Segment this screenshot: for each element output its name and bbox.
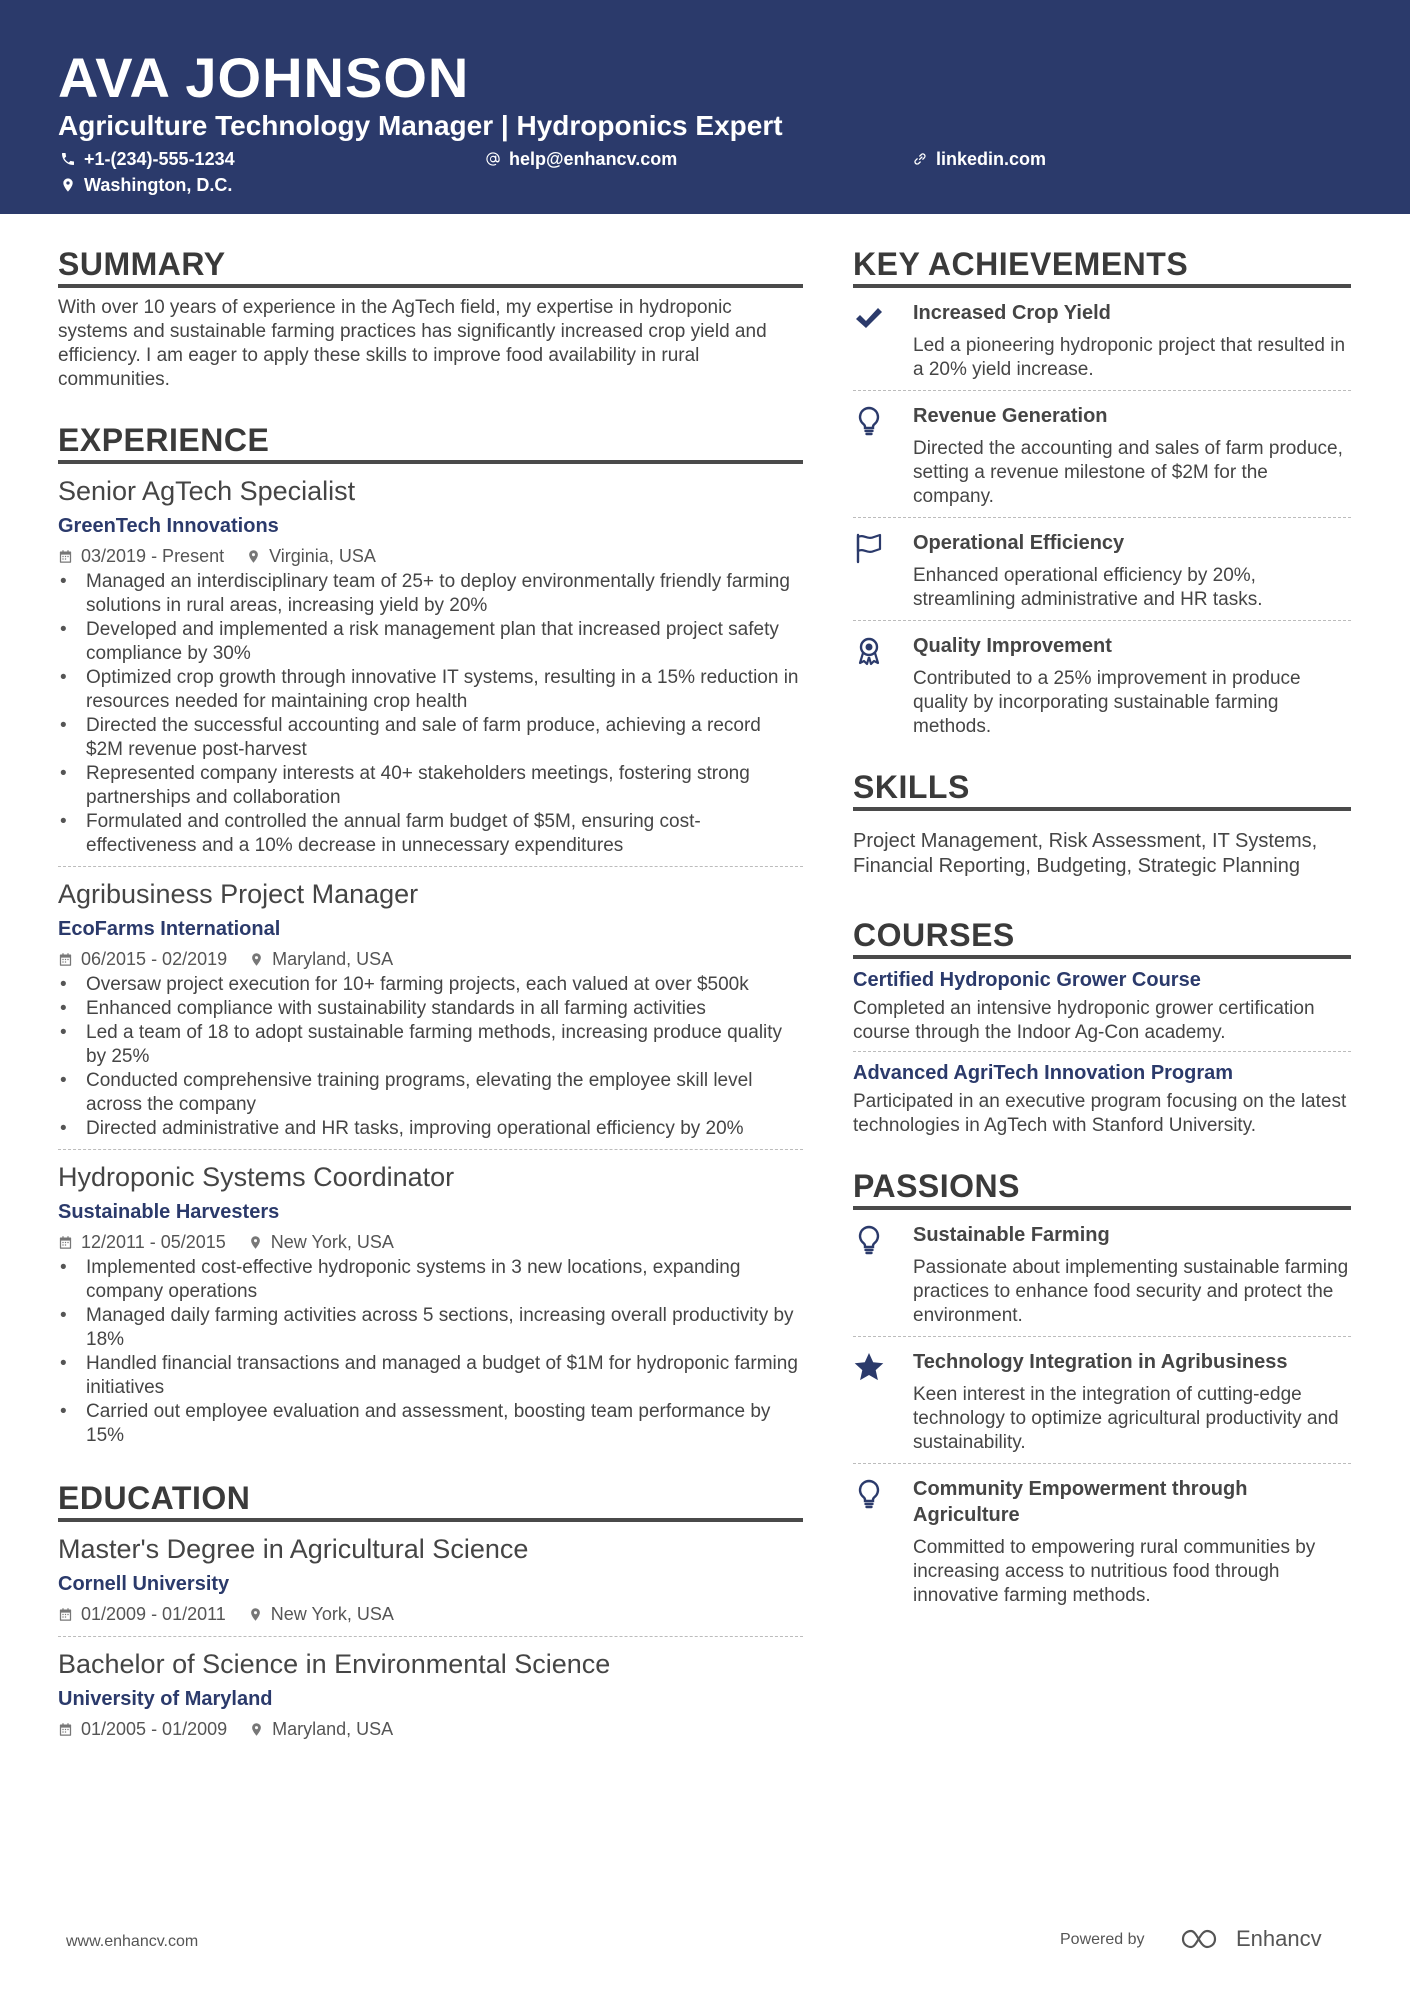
bullet-item: • Developed and implemented a risk management plan that increased project safety compliance by 30% (86, 618, 803, 666)
checkmark-icon (853, 302, 885, 334)
lightbulb-icon (853, 1224, 885, 1256)
job-meta (58, 945, 803, 973)
bullet-item: • Oversaw project execution for 10+ farming projects, each valued at over $500k (86, 973, 803, 997)
bullet-item: • Formulated and controlled the annual farm budget of $5M, ensuring cost-effectiveness and a 10% decrease in unnecessary expenditures (86, 810, 803, 858)
course-item (853, 1052, 1351, 1144)
job-entry (58, 474, 803, 867)
achievement-icon-wrap (853, 403, 913, 509)
contact-linkedin[interactable] (912, 148, 1046, 170)
location-text: Washington, D.C. (84, 175, 233, 195)
course-item (853, 959, 1351, 1052)
passion-desc: Keen interest in the integration of cutting-edge technology to optimize agricultural productivity and sustainability. (913, 1384, 1339, 1453)
job-meta (58, 542, 803, 570)
powered-by-text: Powered by (1060, 1931, 1145, 1948)
contact-phone[interactable] (60, 148, 235, 170)
achievement-title: Increased Crop Yield (913, 302, 1111, 324)
section-heading: EXPERIENCE (58, 420, 803, 464)
achievements-section (853, 244, 1351, 747)
achievement-desc: Enhanced operational efficiency by 20%, streamlining administrative and HR tasks. (913, 565, 1263, 610)
passion-title: Community Empowerment through Agriculture (913, 1478, 1248, 1526)
map-pin-icon (248, 1607, 263, 1622)
bullet-item: • Handled financial transactions and managed a budget of $1M for hydroponic farming initiatives (86, 1352, 803, 1400)
phone-text: +1-(234)-555-1234 (84, 149, 235, 169)
achievement-title: Revenue Generation (913, 405, 1108, 427)
skills-section (853, 767, 1351, 879)
job-company: Sustainable Harvesters (58, 1201, 280, 1223)
job-role: Senior AgTech Specialist (58, 476, 356, 506)
passion-body (913, 1476, 1351, 1608)
job-role: Agribusiness Project Manager (58, 879, 419, 909)
linkedin-text: linkedin.com (936, 149, 1047, 169)
passion-item (853, 1337, 1351, 1464)
job-location: Virginia, USA (269, 546, 376, 566)
phone-icon (60, 151, 76, 167)
star-icon (853, 1351, 885, 1383)
course-title: Advanced AgriTech Innovation Program (853, 1062, 1234, 1084)
job-location-wrap (249, 945, 393, 973)
section-heading: SUMMARY (58, 244, 803, 288)
award-ribbon-icon (853, 635, 885, 667)
job-location: Maryland, USA (272, 949, 394, 969)
bullet-item: • Conducted comprehensive training programs, elevating the employee skill level across the company (86, 1069, 803, 1117)
passion-item (853, 1210, 1351, 1337)
link-icon (912, 151, 928, 167)
achievement-item (853, 621, 1351, 747)
achievement-body (913, 633, 1351, 739)
job-dates: 06/2015 - 02/2019 (81, 949, 228, 969)
brand-name: Enhancv (1236, 1926, 1322, 1951)
summary-section (58, 244, 803, 392)
section-heading: SKILLS (853, 767, 1351, 811)
passion-desc: Passionate about implementing sustainable farming practices to enhance food security and protect the environment. (913, 1257, 1349, 1326)
bullet-item: • Represented company interests at 40+ stakeholders meetings, fostering strong partnerships and collaboration (86, 762, 803, 810)
school: University of Maryland (58, 1688, 273, 1710)
bullet-item: • Implemented cost-effective hydroponic systems in 3 new locations, expanding company operations (86, 1256, 803, 1304)
achievement-icon-wrap (853, 530, 913, 612)
passion-body (913, 1349, 1351, 1455)
achievement-title: Operational Efficiency (913, 532, 1125, 554)
education-location-wrap (249, 1715, 393, 1743)
job-role: Hydroponic Systems Coordinator (58, 1162, 455, 1192)
calendar-icon (58, 549, 73, 564)
job-dates: 03/2019 - Present (81, 546, 225, 566)
education-dates: 01/2009 - 01/2011 (81, 1604, 226, 1624)
bullet-item: • Enhanced compliance with sustainability standards in all farming activities (86, 997, 803, 1021)
school: Cornell University (58, 1573, 230, 1595)
courses-section (853, 915, 1351, 1144)
candidate-title: Agriculture Technology Manager | Hydroponics Expert (58, 110, 783, 141)
passion-title: Sustainable Farming (913, 1224, 1110, 1246)
education-entry (58, 1532, 803, 1637)
course-title: Certified Hydroponic Grower Course (853, 969, 1201, 991)
job-bullets (58, 973, 803, 1141)
flag-icon (853, 532, 885, 564)
job-dates: 12/2011 - 05/2015 (81, 1232, 226, 1252)
degree: Bachelor of Science in Environmental Science (58, 1649, 611, 1679)
lightbulb-icon (853, 405, 885, 437)
calendar-icon (58, 1722, 73, 1737)
section-heading: KEY ACHIEVEMENTS (853, 244, 1351, 288)
achievement-icon-wrap (853, 300, 913, 382)
section-heading: EDUCATION (58, 1478, 803, 1522)
right-column (853, 244, 1351, 1616)
passion-title: Technology Integration in Agribusiness (913, 1351, 1288, 1373)
job-entry (58, 1160, 803, 1456)
passions-section (853, 1166, 1351, 1616)
education-section (58, 1478, 803, 1751)
lightbulb-icon (853, 1478, 885, 1510)
achievement-item (853, 391, 1351, 518)
achievement-title: Quality Improvement (913, 635, 1112, 657)
achievement-desc: Led a pioneering hydroponic project that resulted in a 20% yield increase. (913, 335, 1346, 380)
map-pin-icon (248, 1235, 263, 1250)
achievement-body (913, 530, 1351, 612)
achievement-item (853, 518, 1351, 621)
bullet-item: • Directed administrative and HR tasks, improving operational efficiency by 20% (86, 1117, 803, 1141)
bullet-item: • Carried out employee evaluation and assessment, boosting team performance by 15% (86, 1400, 803, 1448)
achievement-body (913, 300, 1351, 382)
job-location-wrap (248, 1228, 394, 1256)
job-location: New York, USA (270, 1232, 394, 1252)
job-meta (58, 1228, 803, 1256)
brand-logo[interactable] (1180, 1926, 1322, 1952)
job-company: EcoFarms International (58, 918, 281, 940)
section-heading: PASSIONS (853, 1166, 1351, 1210)
job-bullets (58, 570, 803, 858)
summary-text: With over 10 years of experience in the AgTech field, my expertise in hydroponic systems and sustainable farming practices has significantly increased crop yield and efficiency. I am eager to apply these skills to improve food availability in rural communities. (58, 297, 767, 390)
achievement-body (913, 403, 1351, 509)
left-column (58, 244, 803, 1751)
map-pin-icon (249, 952, 264, 967)
contact-location (60, 174, 232, 196)
calendar-icon (58, 1607, 73, 1622)
achievement-icon-wrap (853, 633, 913, 739)
bullet-item: • Directed the successful accounting and sale of farm produce, achieving a record $2M revenue post-harvest (86, 714, 803, 762)
bullet-item: • Managed an interdisciplinary team of 25+ to deploy environmentally friendly farming solutions in rural areas, increasing yield by 20% (86, 570, 803, 618)
course-desc: Participated in an executive program focusing on the latest technologies in AgTech with Stanford University. (853, 1091, 1347, 1136)
footer-url[interactable]: www.enhancv.com (66, 1933, 199, 1950)
achievement-item (853, 288, 1351, 391)
map-pin-icon (249, 1722, 264, 1737)
email-text: help@enhancv.com (509, 149, 678, 169)
course-desc: Completed an intensive hydroponic grower certification course through the Indoor Ag-Con academy. (853, 998, 1315, 1043)
resume-header (0, 0, 1410, 214)
job-entry (58, 877, 803, 1150)
achievement-desc: Contributed to a 25% improvement in produce quality by incorporating sustainable farming methods. (913, 668, 1301, 737)
bullet-item: • Managed daily farming activities across 5 sections, increasing overall productivity by 18% (86, 1304, 803, 1352)
job-location-wrap (246, 542, 376, 570)
degree: Master's Degree in Agricultural Science (58, 1534, 529, 1564)
experience-section (58, 420, 803, 1456)
passion-icon-wrap (853, 1476, 913, 1608)
education-meta (58, 1600, 803, 1628)
skills-text: Project Management, Risk Assessment, IT Systems, Financial Reporting, Budgeting, Strategic Planning (853, 830, 1318, 877)
passion-item (853, 1464, 1351, 1616)
education-location: New York, USA (270, 1604, 394, 1624)
section-heading: COURSES (853, 915, 1351, 959)
passion-body (913, 1222, 1351, 1328)
passion-icon-wrap (853, 1222, 913, 1328)
education-location: Maryland, USA (272, 1719, 394, 1739)
job-bullets (58, 1256, 803, 1448)
bullet-item: • Optimized crop growth through innovative IT systems, resulting in a 15% reduction in resources needed for maintaining crop health (86, 666, 803, 714)
job-company: GreenTech Innovations (58, 515, 279, 537)
passion-desc: Committed to empowering rural communities by increasing access to nutritious food through innovative farming methods. (913, 1537, 1316, 1606)
education-location-wrap (248, 1600, 394, 1628)
enhancv-logo-icon (1180, 1928, 1226, 1950)
education-dates: 01/2005 - 01/2009 (81, 1719, 228, 1739)
bullet-item: • Led a team of 18 to adopt sustainable farming methods, increasing produce quality by 25% (86, 1021, 803, 1069)
education-entry (58, 1647, 803, 1751)
at-sign-icon (485, 151, 501, 167)
candidate-name: AVA JOHNSON (58, 46, 470, 109)
calendar-icon (58, 1235, 73, 1250)
achievement-desc: Directed the accounting and sales of farm produce, setting a revenue milestone of $2M for the company. (913, 438, 1343, 507)
contact-email[interactable] (485, 148, 677, 170)
map-pin-icon (60, 177, 76, 193)
passion-icon-wrap (853, 1349, 913, 1455)
calendar-icon (58, 952, 73, 967)
education-meta (58, 1715, 803, 1743)
map-pin-icon (246, 549, 261, 564)
